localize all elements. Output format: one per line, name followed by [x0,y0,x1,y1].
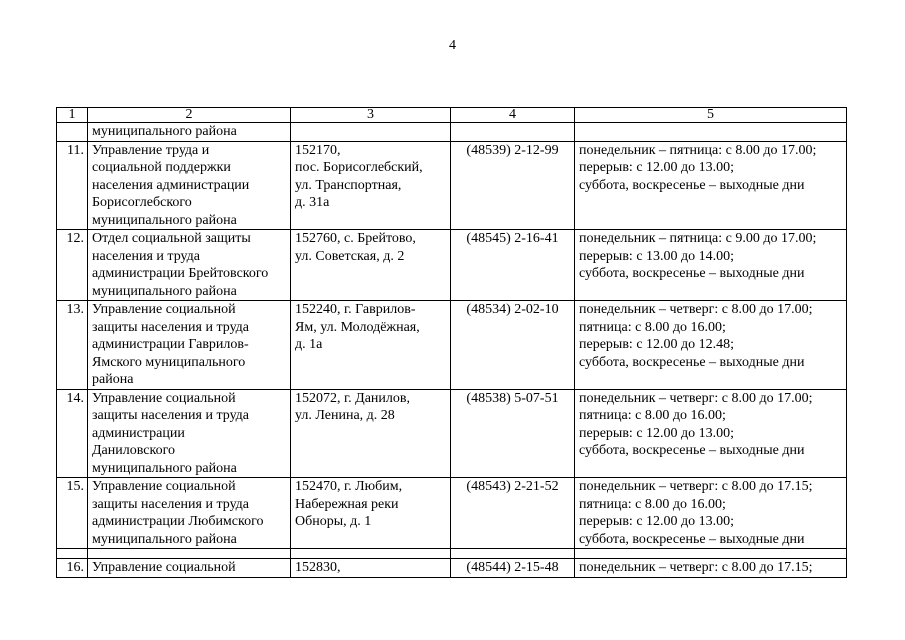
column-header-4: 4 [451,108,575,123]
table-row [57,478,847,549]
text-line: суббота, воскресенье – выходные дни [579,443,805,458]
text-line: пос. Борисоглебский, [295,160,423,175]
working-hours [575,141,847,230]
text-line: Обноры, д. 1 [295,514,372,529]
text-line: пятница: с 8.00 до 16.00; [579,319,726,335]
text-line: защиты населения и труда [92,319,250,335]
organizations-table [56,107,847,578]
address [291,478,451,549]
text-line: Набережная реки [295,496,399,512]
spacer-cell [575,549,847,559]
text-line: Управление социальной [92,560,236,575]
organization-name [88,559,291,578]
row-number: 13. [57,301,88,390]
text-line: 152830, [295,560,341,575]
text-line: муниципального района [92,124,237,139]
text-line: ул. Транспортная, [295,177,402,193]
text-line: 152470, г. Любим, [295,479,403,494]
address [291,230,451,301]
column-header-3: 3 [291,108,451,123]
text-line: муниципального района [92,283,237,299]
spacer-cell [291,549,451,559]
text-line: суббота, воскресенье – выходные дни [579,266,805,281]
text-line: понедельник – пятница: с 8.00 до 17.00; [579,142,817,158]
address [291,559,451,578]
working-hours [575,301,847,390]
text-line: Отдел социальной защиты [92,231,251,246]
table-row [57,301,847,390]
working-hours [575,478,847,549]
page-number: 4 [449,38,456,53]
text-line: 152072, г. Данилов, [295,390,411,406]
table-row [57,141,847,230]
text-line: понедельник – пятница: с 9.00 до 17.00; [579,231,817,246]
organization-name [88,141,291,230]
phone: (48545) 2-16-41 [451,230,575,301]
text-line: администрации Любимского [92,514,264,529]
text-line: социальной поддержки [92,160,231,175]
table-row [57,389,847,478]
text-line: населения и труда [92,248,200,264]
text-line: суббота, воскресенье – выходные дни [579,177,805,193]
text-line: перерыв: с 12.00 до 13.00; [579,514,735,529]
text-line: понедельник – четверг: с 8.00 до 17.00; [579,302,813,317]
text-line: Управление социальной [92,302,236,317]
working-hours [575,389,847,478]
row-number [57,123,88,142]
text-line: муниципального района [92,212,237,228]
table-row [57,230,847,301]
spacer-cell [57,549,88,559]
text-line: 152760, с. Брейтово, [295,231,416,246]
text-line: Борисоглебского [92,195,192,210]
text-line: Управление труда и [92,142,210,158]
address [291,389,451,478]
text-line: Управление социальной [92,390,236,406]
text-line: Ямского муниципального [92,354,246,370]
organization-name [88,478,291,549]
text-line: понедельник – четверг: с 8.00 до 17.15; [579,479,813,494]
phone [451,123,575,142]
text-line: д. 1а [295,337,323,352]
text-line: администрации Брейтовского [92,266,269,281]
text-line: защиты населения и труда [92,408,250,423]
text-line: суббота, воскресенье – выходные дни [579,354,805,370]
spacer-row [57,549,847,559]
row-number: 12. [57,230,88,301]
text-line: населения администрации [92,177,250,193]
text-line: 152170, [295,142,341,158]
address [291,301,451,390]
address [291,141,451,230]
text-line: пятница: с 8.00 до 16.00; [579,408,726,423]
phone: (48539) 2-12-99 [451,141,575,230]
organization-name [88,230,291,301]
text-line: Даниловского [92,443,175,458]
text-line: защиты населения и труда [92,496,250,512]
column-header-5: 5 [575,108,847,123]
text-line: муниципального района [92,531,237,547]
text-line: ул. Ленина, д. 28 [295,408,395,423]
working-hours [575,559,847,578]
continuation-row [57,123,847,142]
organization-name [88,301,291,390]
spacer-cell [88,549,291,559]
column-header-2: 2 [88,108,291,123]
phone: (48544) 2-15-48 [451,559,575,578]
text-line: понедельник – четверг: с 8.00 до 17.00; [579,390,813,406]
text-line: перерыв: с 12.00 до 13.00; [579,160,735,175]
phone: (48543) 2-21-52 [451,478,575,549]
spacer-cell [451,549,575,559]
text-line: администрации [92,425,185,441]
row-number: 11. [57,141,88,230]
text-line: перерыв: с 12.00 до 13.00; [579,425,735,441]
row-number: 16. [57,559,88,578]
column-header-1: 1 [57,108,88,123]
phone: (48538) 5-07-51 [451,389,575,478]
text-line: 152240, г. Гаврилов- [295,302,416,317]
organization-name [88,123,291,142]
text-line: администрации Гаврилов- [92,337,249,352]
text-line: муниципального района [92,460,237,476]
table-header-row [57,108,847,123]
row-number: 15. [57,478,88,549]
working-hours [575,230,847,301]
organization-name [88,389,291,478]
text-line: понедельник – четверг: с 8.00 до 17.15; [579,560,813,575]
text-line: суббота, воскресенье – выходные дни [579,531,805,547]
text-line: перерыв: с 12.00 до 12.48; [579,337,735,352]
text-line: д. 31а [295,195,330,210]
text-line: района [92,372,134,387]
phone: (48534) 2-02-10 [451,301,575,390]
text-line: ул. Советская, д. 2 [295,248,405,264]
text-line: Ям, ул. Молодёжная, [295,319,420,335]
address [291,123,451,142]
text-line: пятница: с 8.00 до 16.00; [579,496,726,512]
text-line: Управление социальной [92,479,236,494]
text-line: перерыв: с 13.00 до 14.00; [579,248,735,264]
working-hours [575,123,847,142]
row-number: 14. [57,389,88,478]
table-row [57,559,847,578]
